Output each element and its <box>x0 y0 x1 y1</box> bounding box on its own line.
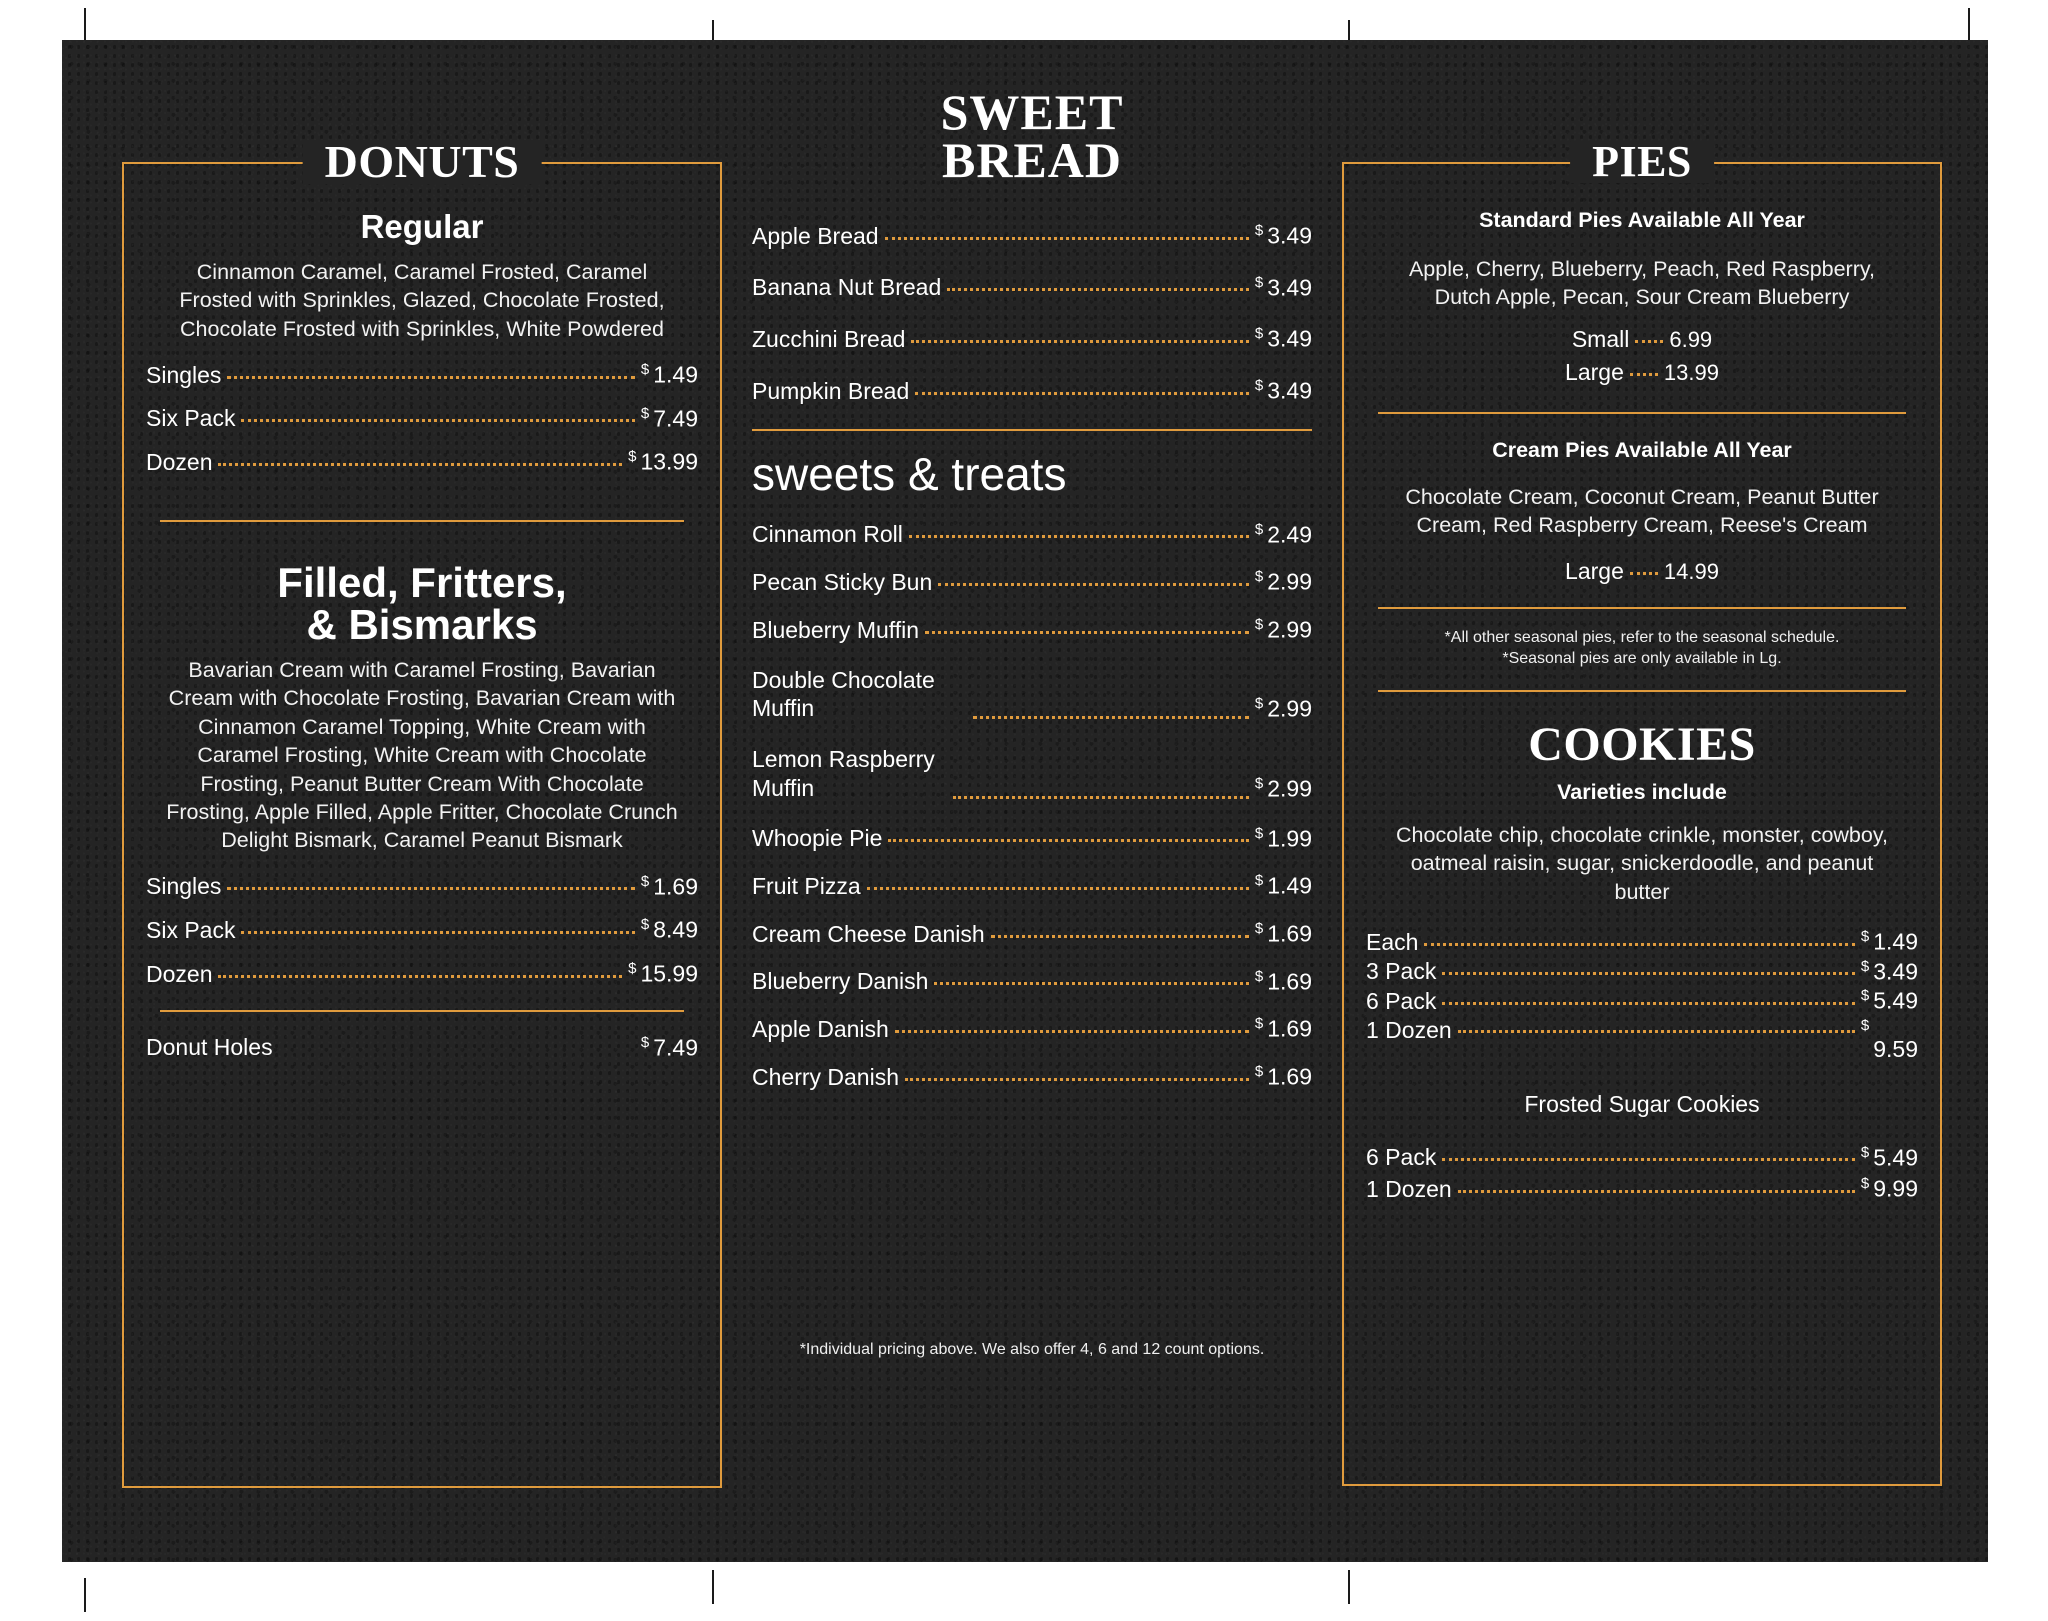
price-label: Apple Danish <box>752 1015 889 1042</box>
pie-size-price: 13.99 <box>1663 359 1719 385</box>
dot-leader <box>1635 339 1663 343</box>
price-label: Whoopie Pie <box>752 825 883 852</box>
price-value: $ 13.99 <box>628 448 698 476</box>
column-donuts <box>122 40 722 1488</box>
sweets-treats-title: sweets & treats <box>752 447 1067 500</box>
sweets-treats-list <box>752 521 1312 1091</box>
pie-size-label: Small <box>1571 325 1630 352</box>
price-label: 1 Dozen <box>1366 1175 1452 1202</box>
crop-mark <box>84 8 86 42</box>
standard-pies-heading: Standard Pies Available All Year <box>1479 208 1805 232</box>
cream-pies-heading: Cream Pies Available All Year <box>1492 437 1792 462</box>
price-row <box>1366 1016 1918 1062</box>
price-row <box>1366 958 1918 986</box>
pies-footnote <box>1366 627 1918 670</box>
dot-leader <box>218 974 622 978</box>
price-label: Fruit Pizza <box>752 872 861 899</box>
price-value: $ 1.69 <box>1254 1015 1312 1042</box>
price-row <box>146 448 698 476</box>
pie-size-row <box>1366 359 1918 386</box>
price-row <box>146 960 698 988</box>
dot-leader <box>947 287 1249 291</box>
price-label: Singles <box>146 873 222 900</box>
price-value: $ 3.49 <box>1254 325 1312 352</box>
price-row <box>1366 1175 1918 1203</box>
price-value: $ 1.99 <box>1254 824 1312 852</box>
dot-leader <box>1424 942 1854 946</box>
crop-mark <box>712 1570 714 1604</box>
price-row <box>752 377 1312 405</box>
price-label: Banana Nut Bread <box>752 274 942 301</box>
price-label: Six Pack <box>146 405 236 432</box>
frosted-cookies-prices <box>1366 1144 1918 1203</box>
price-value: $ 3.49 <box>1254 273 1312 301</box>
dot-leader <box>973 715 1249 719</box>
dot-leader <box>991 934 1249 938</box>
price-value: $ 2.49 <box>1254 520 1312 548</box>
price-label: 6 Pack <box>1366 987 1437 1014</box>
price-label: 6 Pack <box>1366 1144 1437 1171</box>
price-label: Pecan Sticky Bun <box>752 568 933 595</box>
dot-leader <box>218 462 622 466</box>
price-value: $ 1.69 <box>1254 919 1312 947</box>
pie-size-price: 6.99 <box>1669 326 1713 352</box>
price-row <box>146 916 698 944</box>
price-value: $ 2.99 <box>1254 695 1312 723</box>
pies-panel <box>1342 137 1942 1486</box>
sweet-bread-list <box>752 222 1312 405</box>
price-label: Double Chocolate Muffin <box>752 666 935 722</box>
dot-leader <box>1458 1189 1855 1193</box>
frosted-sugar-cookies-heading: Frosted Sugar Cookies <box>1524 1090 1760 1117</box>
price-row <box>752 968 1312 996</box>
pie-size-label: Large <box>1565 557 1624 584</box>
price-label: Singles <box>146 361 222 388</box>
price-value: $ 5.49 <box>1860 987 1918 1014</box>
price-row <box>752 1015 1312 1043</box>
dot-leader <box>867 886 1249 890</box>
price-label: Donut Holes <box>146 1034 273 1061</box>
price-label: Cream Cheese Danish <box>752 920 985 947</box>
dot-leader <box>241 418 634 422</box>
dot-leader <box>934 981 1248 985</box>
donuts-filled-heading-line1: Filled, Fritters, <box>277 559 567 607</box>
dot-leader <box>1442 1157 1855 1161</box>
dot-leader <box>241 930 634 934</box>
price-row <box>1366 1144 1918 1172</box>
dot-leader <box>1630 571 1658 575</box>
price-value: $ 1.49 <box>1860 927 1918 955</box>
price-label: 1 Dozen <box>1366 1016 1452 1043</box>
price-value: $ 3.49 <box>1860 957 1918 985</box>
dot-leader <box>915 391 1249 395</box>
price-row <box>752 616 1312 644</box>
price-label: Dozen <box>146 449 213 476</box>
standard-pies-varieties: Apple, Cherry, Blueberry, Peach, Red Raspberry, Dutch Apple, Pecan, Sour Cream Blueberry <box>1408 257 1876 310</box>
price-value: $ 7.49 <box>640 1033 698 1061</box>
dot-leader <box>1442 971 1855 975</box>
dot-leader <box>279 1050 635 1051</box>
price-value: $ 1.49 <box>640 361 698 388</box>
price-label: Lemon Raspberry Muffin <box>752 746 935 801</box>
price-value: $ 1.69 <box>1254 967 1312 995</box>
price-value: $ 7.49 <box>640 404 698 432</box>
sweets-treats-footnote: *Individual pricing above. We also offer 4, 6 and 12 count options. <box>799 1340 1265 1358</box>
pies-title: PIES <box>1570 141 1714 183</box>
price-value: $ 2.99 <box>1254 568 1312 595</box>
dot-leader <box>911 339 1248 343</box>
dot-leader <box>895 1029 1249 1033</box>
section-divider <box>1378 412 1906 414</box>
crop-mark <box>84 1578 86 1612</box>
price-row <box>146 361 698 389</box>
price-label: Blueberry Muffin <box>752 616 920 643</box>
cream-pies-varieties: Chocolate Cream, Coconut Cream, Peanut Butter Cream, Red Raspberry Cream, Reese's Cream <box>1405 484 1879 538</box>
dot-leader <box>888 838 1248 842</box>
price-label: Each <box>1366 928 1419 955</box>
price-value: $ 1.69 <box>640 872 698 900</box>
cookies-varieties: Chocolate chip, chocolate crinkle, monster, cowboy, oatmeal raisin, sugar, snickerdoodle, and peanut butter <box>1396 822 1888 904</box>
price-row-donut-holes <box>146 1034 698 1062</box>
price-row <box>752 825 1312 853</box>
dot-leader <box>885 236 1249 240</box>
price-row <box>752 521 1312 549</box>
dot-leader <box>227 886 634 890</box>
price-row <box>1366 987 1918 1015</box>
donuts-filled-prices <box>146 873 698 988</box>
donuts-title: DONUTS <box>303 140 542 184</box>
dot-leader <box>1442 1001 1855 1005</box>
dot-leader <box>938 582 1249 586</box>
pie-size-row <box>1366 326 1918 353</box>
donuts-regular-prices <box>146 361 698 476</box>
pie-size-row <box>1366 558 1918 585</box>
sweet-bread-title <box>752 84 1312 188</box>
section-divider <box>1378 607 1906 609</box>
cookies-prices <box>1366 927 1918 1062</box>
donuts-filled-heading-line2: & Bismarks <box>306 601 538 649</box>
crop-mark <box>1968 8 1970 42</box>
dot-leader <box>909 534 1249 538</box>
crop-mark <box>1348 1570 1350 1604</box>
price-row <box>752 745 1312 803</box>
donuts-filled-description: Bavarian Cream with Caramel Frosting, Bavarian Cream with Chocolate Frosting, Bavarian Cream with Cinnamon Caramel Topping, White Cream with Caramel Frosting, White Cream with Chocolate Frosting, Peanut Butter Cream With Chocolate Frosting, Apple Filled, Apple Fritter, Chocolate Crunch Delight Bismark, Caramel Peanut Bismark <box>166 658 678 853</box>
pies-footnote-line2: *Seasonal pies are only available in Lg. <box>1502 650 1782 668</box>
dot-leader <box>905 1077 1249 1081</box>
dot-leader <box>227 375 634 379</box>
price-row <box>752 666 1312 724</box>
pies-footnote-line1: *All other seasonal pies, refer to the seasonal schedule. <box>1444 628 1840 646</box>
price-row <box>146 405 698 433</box>
price-label: Zucchini Bread <box>752 325 906 352</box>
donuts-panel <box>122 136 722 1488</box>
price-value: $ 1.69 <box>1254 1062 1312 1090</box>
price-value: $ 2.99 <box>1254 774 1312 802</box>
pie-size-price: 14.99 <box>1663 558 1719 584</box>
price-label: Apple Bread <box>752 222 879 249</box>
donuts-filled-heading <box>146 559 698 649</box>
price-label: 3 Pack <box>1366 958 1437 985</box>
price-value: $ 3.49 <box>1254 376 1312 404</box>
cookies-title: COOKIES <box>1528 717 1756 771</box>
price-value: $ 8.49 <box>640 916 698 944</box>
price-row <box>752 920 1312 948</box>
price-label: Cherry Danish <box>752 1063 899 1090</box>
price-row <box>1366 928 1918 956</box>
price-row <box>752 568 1312 596</box>
cookies-heading: Varieties include <box>1557 779 1727 804</box>
price-value: $ 9.99 <box>1860 1175 1918 1202</box>
price-value: $ 5.49 <box>1860 1143 1918 1171</box>
section-divider <box>752 429 1312 431</box>
price-value: $ 1.49 <box>1254 872 1312 899</box>
sweet-bread-title-line1: SWEET <box>940 84 1124 140</box>
sweet-bread-title-line2: BREAD <box>941 132 1123 188</box>
price-label: Dozen <box>146 960 213 987</box>
price-value: $ 15.99 <box>628 960 698 987</box>
price-label: Pumpkin Bread <box>752 377 910 404</box>
pie-size-label: Large <box>1565 358 1624 385</box>
dot-leader <box>925 630 1249 634</box>
price-label: Six Pack <box>146 917 236 944</box>
donuts-regular-description: Cinnamon Caramel, Caramel Frosted, Caramel Frosted with Sprinkles, Glazed, Chocolate Frosted, Chocolate Frosted with Sprinkles, White Powdered <box>179 260 665 341</box>
dot-leader <box>1458 1029 1855 1033</box>
price-row <box>752 1063 1312 1091</box>
price-value: $9.59 <box>1860 1016 1918 1062</box>
column-pies <box>1342 40 1942 1486</box>
price-row <box>752 872 1312 900</box>
price-row <box>146 873 698 901</box>
section-divider <box>160 1010 684 1012</box>
price-value: $ 2.99 <box>1254 615 1312 643</box>
section-divider <box>1378 690 1906 692</box>
price-label: Cinnamon Roll <box>752 521 903 548</box>
donuts-regular-heading: Regular <box>360 208 484 245</box>
price-row <box>752 274 1312 302</box>
dot-leader <box>953 795 1249 799</box>
menu-board <box>62 40 1988 1562</box>
price-value: $ 3.49 <box>1254 222 1312 249</box>
price-label: Blueberry Danish <box>752 968 929 995</box>
price-row <box>752 325 1312 353</box>
price-row <box>752 222 1312 250</box>
section-divider <box>160 520 684 522</box>
column-sweet-bread <box>752 40 1312 1360</box>
dot-leader <box>1630 372 1658 376</box>
